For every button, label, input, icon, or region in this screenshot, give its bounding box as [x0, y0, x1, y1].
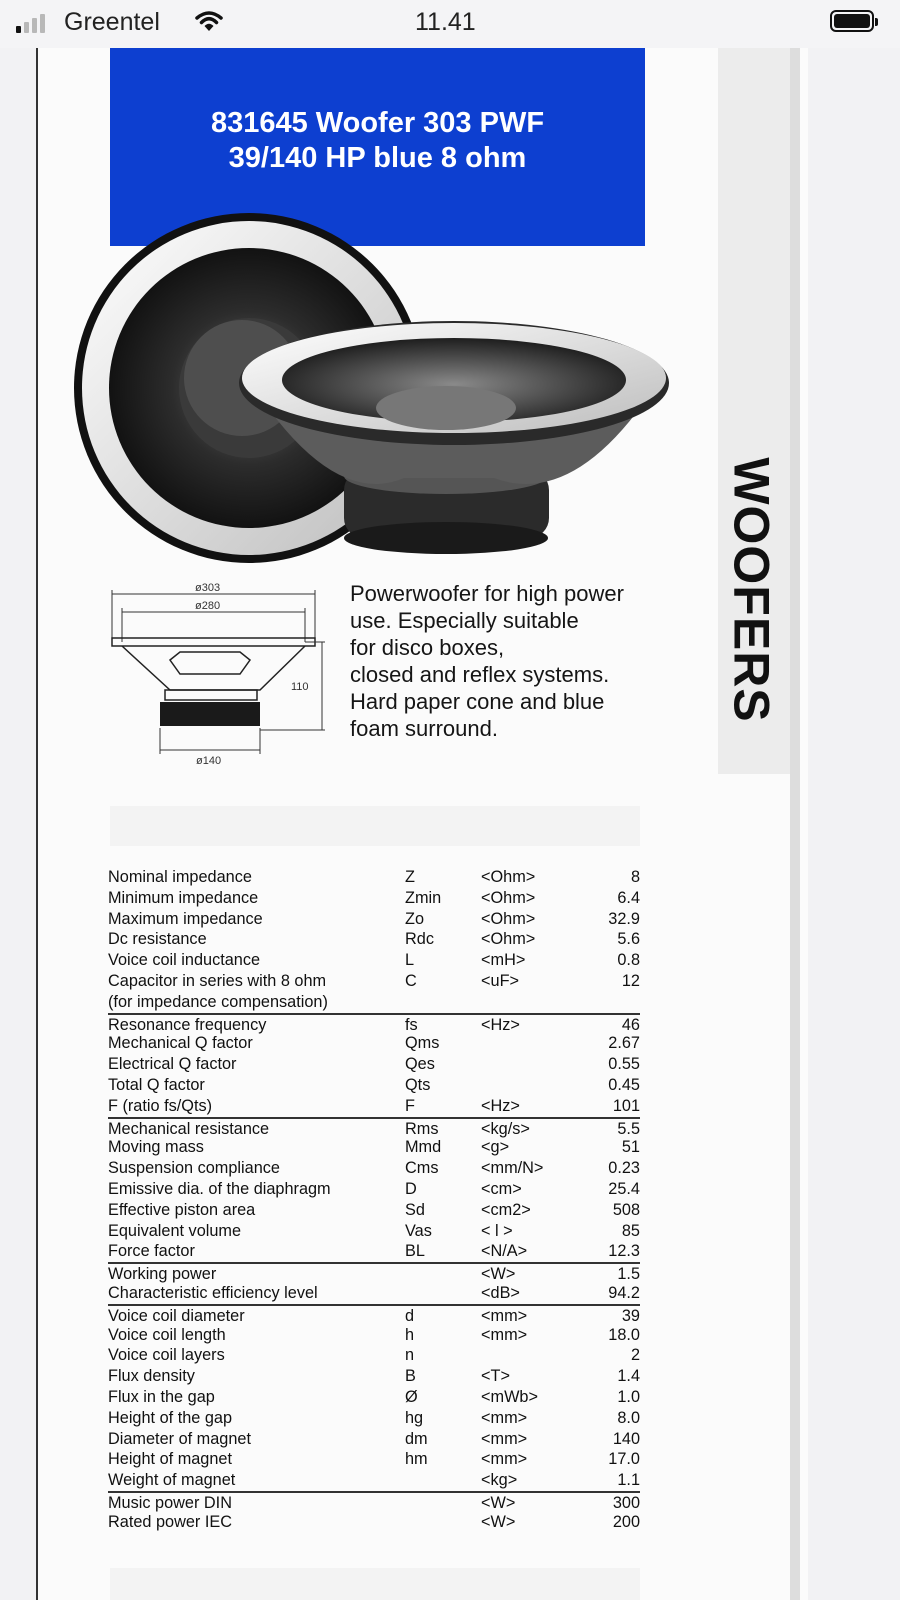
spec-unit: <N/A>: [481, 1242, 528, 1261]
spec-value: 1.1: [617, 1471, 640, 1490]
spec-unit: <mm>: [481, 1325, 528, 1344]
spec-value: 140: [612, 1429, 640, 1448]
spec-name: Mechanical resistance: [108, 1119, 270, 1138]
speaker-photo: [74, 208, 674, 568]
product-title: [110, 106, 645, 176]
spec-name: Flux density: [108, 1367, 195, 1386]
wifi-icon: [195, 10, 223, 32]
spec-symbol: F: [405, 1096, 415, 1115]
description-line: for disco boxes,: [350, 635, 505, 660]
spec-unit: <kg>: [481, 1471, 518, 1490]
spec-name: Characteristic efficiency level: [108, 1283, 318, 1302]
spec-symbol: hg: [405, 1408, 424, 1427]
spec-value: 0.23: [608, 1159, 640, 1178]
spec-row: [108, 992, 640, 1013]
spec-row: [108, 1491, 640, 1512]
spec-row: [108, 1304, 640, 1325]
spec-name: Maximum impedance: [108, 909, 263, 928]
spec-row: [108, 1013, 640, 1034]
spec-name: F (ratio fs/Qts): [108, 1096, 213, 1115]
spec-row: [108, 1221, 640, 1242]
spec-unit: <mWb>: [481, 1387, 539, 1406]
spec-unit: <cm2>: [481, 1200, 531, 1219]
spec-symbol: d: [405, 1306, 415, 1325]
spec-symbol: L: [405, 951, 415, 970]
spec-row: [108, 1325, 640, 1346]
spec-symbol: D: [405, 1179, 417, 1198]
spec-unit: <W>: [481, 1493, 516, 1512]
spec-unit: <Hz>: [481, 1015, 520, 1034]
spec-row: [108, 1054, 640, 1075]
spec-value: 85: [621, 1221, 640, 1240]
spec-row: [108, 1033, 640, 1054]
product-title-line1: 831645 Woofer 303 PWF: [210, 107, 545, 139]
spec-value: 0.8: [617, 951, 640, 970]
spec-name: Mechanical Q factor: [108, 1034, 253, 1053]
spec-value: 51: [621, 1138, 640, 1157]
spec-name: Voice coil inductance: [108, 951, 261, 970]
spec-symbol: BL: [405, 1242, 425, 1261]
spec-symbol: hm: [405, 1450, 428, 1469]
spec-unit: <g>: [481, 1138, 510, 1157]
dim-magnet-label: ø140: [196, 755, 222, 767]
spec-value: 1.5: [617, 1265, 640, 1284]
spec-unit: <T>: [481, 1367, 510, 1386]
spec-row: [108, 1179, 640, 1200]
side-tab-label: WOOFERS: [724, 457, 781, 723]
spec-row: [108, 909, 640, 930]
spec-value: 5.6: [617, 930, 640, 949]
signal-strength-icon: [16, 14, 45, 33]
spec-name: Weight of magnet: [108, 1471, 236, 1490]
spec-value: 200: [612, 1512, 640, 1531]
spec-row: [108, 1283, 640, 1304]
spec-name: Height of magnet: [108, 1450, 232, 1469]
spec-name: Force factor: [108, 1242, 195, 1261]
spec-unit: <cm>: [481, 1179, 522, 1198]
spec-name: Nominal impedance: [108, 868, 252, 886]
spec-row: [108, 1429, 640, 1450]
spec-row: [108, 1096, 640, 1117]
blank-area: [110, 1568, 640, 1600]
spec-value: 18.0: [608, 1325, 640, 1344]
spec-unit: <mm>: [481, 1450, 528, 1469]
spec-name: Suspension compliance: [108, 1159, 280, 1178]
spec-symbol: h: [405, 1325, 415, 1344]
spec-value: 1.4: [617, 1367, 640, 1386]
spec-symbol: Zmin: [405, 888, 442, 907]
description-line: Hard paper cone and blue: [350, 689, 605, 714]
spec-value: 101: [612, 1096, 640, 1115]
spec-unit: <mm>: [481, 1429, 528, 1448]
description-line: foam surround.: [350, 716, 498, 741]
spec-row: [108, 1075, 640, 1096]
spec-symbol: Mmd: [405, 1138, 442, 1157]
dim-outer-label: ø303: [195, 582, 221, 594]
spec-row: [108, 1512, 640, 1533]
spec-value: 94.2: [608, 1283, 640, 1302]
spec-value: 1.0: [617, 1387, 640, 1406]
spec-row: [108, 1449, 640, 1470]
spec-value: 2: [630, 1346, 640, 1365]
dim-height-label: 110: [291, 681, 309, 693]
spec-row: [108, 1262, 640, 1283]
spec-name: Working power: [108, 1265, 217, 1284]
spec-row: [108, 867, 640, 888]
spec-symbol: dm: [405, 1429, 428, 1448]
product-title-line2: 39/140 HP blue 8 ohm: [228, 142, 527, 174]
spec-symbol: fs: [405, 1015, 418, 1034]
spec-name: Moving mass: [108, 1138, 204, 1157]
spec-unit: <W>: [481, 1265, 516, 1284]
spec-name: Voice coil length: [108, 1325, 226, 1344]
spec-value: 5.5: [617, 1119, 640, 1138]
spec-row: [108, 1408, 640, 1429]
spec-value: 300: [612, 1493, 640, 1512]
spec-name: Music power DIN: [108, 1493, 232, 1512]
spec-unit: <Ohm>: [481, 868, 536, 886]
page-edge: [790, 12, 800, 1600]
spec-name: Voice coil layers: [108, 1346, 225, 1365]
spec-row: [108, 888, 640, 909]
spec-value: 17.0: [608, 1450, 640, 1469]
spec-symbol: n: [405, 1346, 415, 1365]
spec-value: 32.9: [608, 909, 640, 928]
spec-symbol: B: [405, 1367, 416, 1386]
spec-row: [108, 1200, 640, 1221]
spec-name: Rated power IEC: [108, 1512, 232, 1531]
spec-symbol: Z: [405, 868, 415, 886]
dim-inner-label: ø280: [195, 600, 221, 612]
spec-value: 6.4: [617, 888, 640, 907]
spec-unit: <W>: [481, 1512, 516, 1531]
spec-symbol: Rms: [405, 1119, 439, 1138]
spec-symbol: Cms: [405, 1159, 439, 1178]
spec-row: [108, 1387, 640, 1408]
spec-name: Electrical Q factor: [108, 1055, 237, 1074]
spec-value: 508: [612, 1200, 640, 1219]
spec-name: Dc resistance: [108, 930, 207, 949]
spec-name: (for impedance compensation): [108, 992, 328, 1011]
spec-name: Minimum impedance: [108, 888, 259, 907]
product-description: [350, 580, 680, 742]
spec-symbol: C: [405, 971, 417, 990]
spec-name: Equivalent volume: [108, 1221, 242, 1240]
dimension-drawing: [110, 582, 340, 772]
spec-row: [108, 1241, 640, 1262]
spec-unit: <mm/N>: [481, 1159, 544, 1178]
spec-value: 2.67: [608, 1034, 640, 1053]
spec-value: 0.45: [608, 1075, 640, 1094]
spec-row: [108, 1470, 640, 1491]
carrier-name: Greentel: [64, 8, 160, 36]
spec-symbol: Qts: [405, 1075, 431, 1094]
spec-name: Flux in the gap: [108, 1387, 215, 1406]
spec-name: Resonance frequency: [108, 1015, 267, 1034]
spec-row: [108, 1366, 640, 1387]
spec-name: Diameter of magnet: [108, 1429, 251, 1448]
description-line: closed and reflex systems.: [350, 662, 610, 687]
spec-table: [108, 867, 640, 1533]
spec-symbol: Rdc: [405, 930, 434, 949]
spec-name: Capacitor in series with 8 ohm: [108, 971, 327, 990]
status-bar: [0, 0, 900, 48]
spec-value: 46: [621, 1015, 640, 1034]
spec-symbol: Ø: [405, 1387, 418, 1406]
spec-symbol: Qms: [405, 1034, 440, 1053]
spec-unit: <Ohm>: [481, 930, 536, 949]
spec-unit: <mm>: [481, 1306, 528, 1325]
spec-unit: <mH>: [481, 951, 526, 970]
spec-row: [108, 1158, 640, 1179]
spec-unit: <uF>: [481, 971, 520, 990]
spec-symbol: Zo: [405, 909, 425, 928]
spec-unit: <Hz>: [481, 1096, 520, 1115]
spec-row: [108, 1345, 640, 1366]
spec-row: [108, 971, 640, 992]
spec-row: [108, 929, 640, 950]
spec-row: [108, 1137, 640, 1158]
description-line: Powerwoofer for high power: [350, 581, 624, 606]
blank-area: [110, 806, 640, 846]
spec-value: 12: [621, 971, 640, 990]
spec-unit: <dB>: [481, 1283, 520, 1302]
spec-unit: <Ohm>: [481, 888, 536, 907]
status-clock: 11.41: [415, 8, 476, 36]
spec-unit: <mm>: [481, 1408, 528, 1427]
spec-symbol: Sd: [405, 1200, 425, 1219]
spec-row: [108, 1117, 640, 1138]
spec-value: 39: [621, 1306, 640, 1325]
description-line: use. Especially suitable: [350, 608, 579, 633]
spec-row: [108, 950, 640, 971]
spec-unit: < l >: [481, 1221, 513, 1240]
spec-unit: <kg/s>: [481, 1119, 530, 1138]
spec-value: 8.0: [617, 1408, 640, 1427]
spec-name: Voice coil diameter: [108, 1306, 245, 1325]
spec-value: 12.3: [608, 1242, 640, 1261]
spec-symbol: Vas: [405, 1221, 432, 1240]
spec-symbol: Qes: [405, 1055, 435, 1074]
battery-icon: [830, 10, 874, 32]
spec-name: Height of the gap: [108, 1408, 233, 1427]
spec-unit: <Ohm>: [481, 909, 536, 928]
spec-value: 0.55: [608, 1055, 640, 1074]
spec-value: 8: [630, 868, 640, 886]
spec-value: 25.4: [608, 1179, 640, 1198]
spec-name: Emissive dia. of the diaphragm: [108, 1179, 331, 1198]
spec-name: Total Q factor: [108, 1075, 205, 1094]
spec-name: Effective piston area: [108, 1200, 256, 1219]
